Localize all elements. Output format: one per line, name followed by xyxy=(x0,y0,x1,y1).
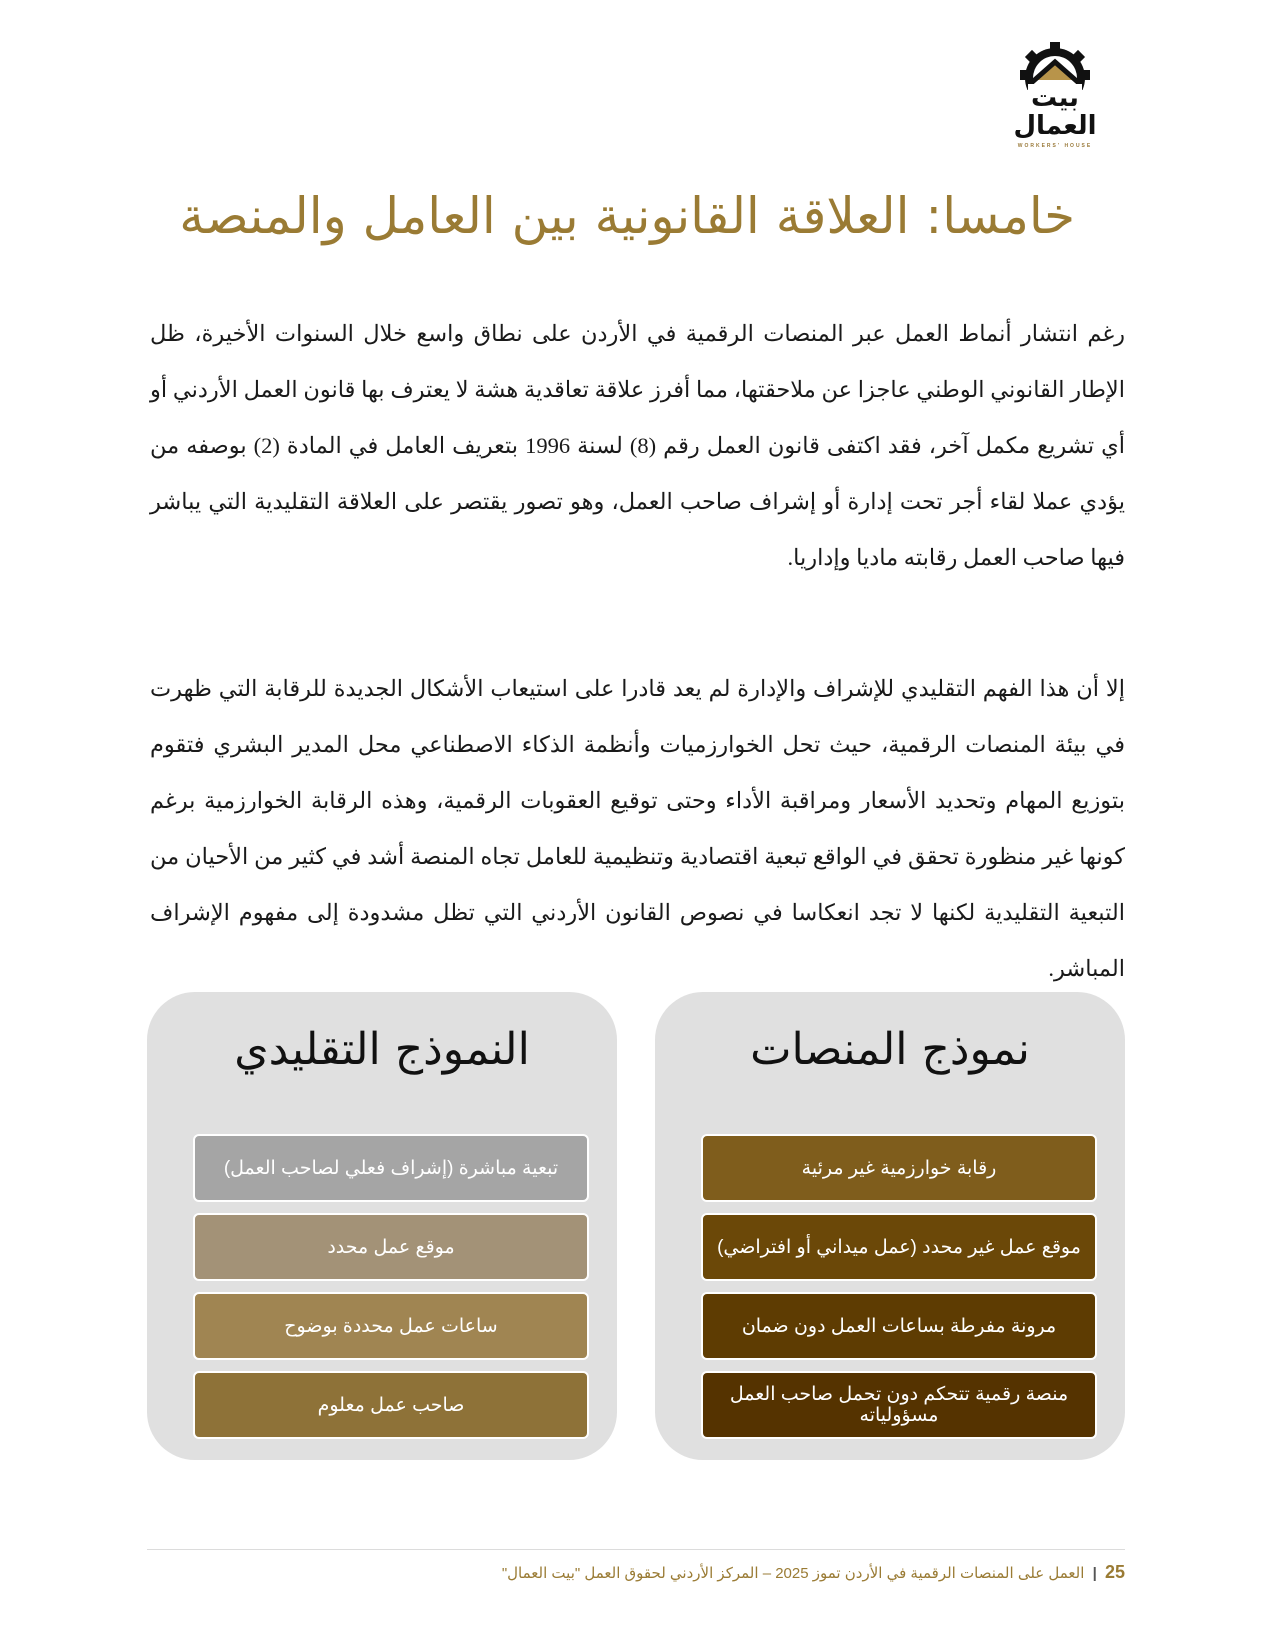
section-title: خامسا: العلاقة القانونية بين العامل والمنصة xyxy=(179,187,1075,245)
traditional-item-4: صاحب عمل معلوم xyxy=(193,1371,589,1439)
logo-subtitle: WORKERS' HOUSE xyxy=(1017,143,1093,149)
footer xyxy=(502,1562,1125,1583)
footer-separator: | xyxy=(1092,1565,1097,1582)
platform-model-title: نموذج المنصات xyxy=(750,1024,1030,1075)
traditional-item-1: تبعية مباشرة (إشراف فعلي لصاحب العمل) xyxy=(193,1134,589,1202)
logo-name-line2: العمال xyxy=(1013,110,1097,140)
paragraph-2: إلا أن هذا الفهم التقليدي للإشراف والإدارة لم يعد قادرا على استيعاب الأشكال الجديدة للرقابة التي ظهرت في بيئة المنصات الرقمية، حيث تحل الخوارزميات وأنظمة الذكاء الاصطناعي محل المدير البشري فتقوم بتوزيع المهام وتحديد الأسعار ومراقبة الأداء وحتى توقيع العقوبات الرقمية، وهذه الرقابة الخوارزمية برغم كونها غير منظورة تحقق في الواقع تبعية اقتصادية وتنظيمية للعامل تجاه المنصة أشد في كثير من الأحيان من التبعية التقليدية لكنها لا تجد انعكاسا في نصوص القانون الأردني التي تظل مشدودة إلى مفهوم الإشراف المباشر. xyxy=(150,675,1125,981)
page-number: 25 xyxy=(1104,1562,1125,1582)
workers-house-logo xyxy=(1010,40,1100,160)
platform-item-3: مرونة مفرطة بساعات العمل دون ضمان xyxy=(701,1292,1097,1360)
platform-item-4: منصة رقمية تتحكم دون تحمل صاحب العمل مسؤولياته xyxy=(701,1371,1097,1439)
traditional-model-title: النموذج التقليدي xyxy=(234,1024,530,1075)
footer-divider xyxy=(147,1549,1125,1550)
paragraph-1: رغم انتشار أنماط العمل عبر المنصات الرقمية في الأردن على نطاق واسع خلال السنوات الأخيرة، ظل الإطار القانوني الوطني عاجزا عن ملاحقتها، مما أفرز علاقة تعاقدية هشة لا يعترف بها قانون العمل الأردني أو أي تشريع مكمل آخر، فقد اكتفى قانون العمل رقم (8) لسنة 1996 بتعريف العامل في المادة (2) بوصفه من يؤدي عملا لقاء أجر تحت إدارة أو إشراف صاحب العمل، وهو تصور يقتصر على العلاقة التقليدية التي يباشر فيها صاحب العمل رقابته ماديا وإداريا. xyxy=(150,320,1126,570)
platform-model-panel xyxy=(655,992,1125,1460)
traditional-item-3: ساعات عمل محددة بوضوح xyxy=(193,1292,589,1360)
logo-name-line1: بيت xyxy=(1031,82,1079,112)
traditional-item-2: موقع عمل محدد xyxy=(193,1213,589,1281)
footer-text: العمل على المنصات الرقمية في الأردن تموز 2025 – المركز الأردني لحقوق العمل "بيت العمال" xyxy=(501,1565,1085,1582)
traditional-model-panel xyxy=(147,992,617,1460)
platform-item-2: موقع عمل غير محدد (عمل ميداني أو افتراضي) xyxy=(701,1213,1097,1281)
platform-item-1: رقابة خوارزمية غير مرئية xyxy=(701,1134,1097,1202)
